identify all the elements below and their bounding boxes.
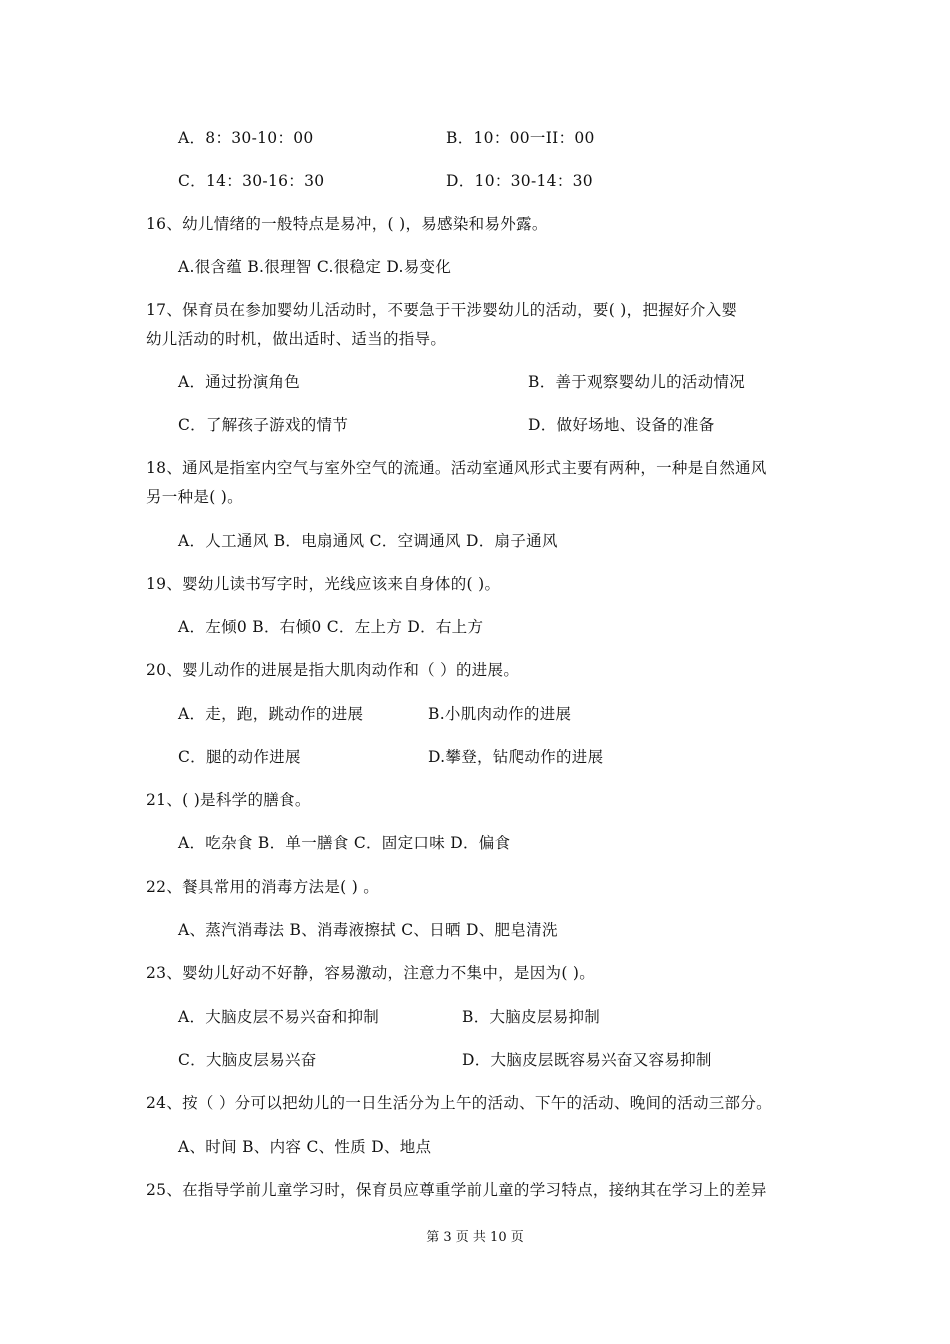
q24-stem: 24、按（ ）分可以把幼儿的一日生活分为上午的活动、下午的活动、晚间的活动三部分。 (146, 1094, 772, 1112)
q21-options: A．吃杂食 B．单一膳食 C．固定口味 D．偏食 (178, 834, 511, 852)
q17-stem-line1: 17、保育员在参加婴幼儿活动时，不要急于干涉婴幼儿的活动，要( )，把握好介入婴 (146, 301, 738, 319)
q20-option-b: B.小肌肉动作的进展 (428, 705, 572, 723)
q17-option-a: A．通过扮演角色 (178, 373, 301, 391)
q18-stem-line2: 另一种是( )。 (146, 488, 243, 506)
q22-options: A、蒸汽消毒法 B、消毒液擦拭 C、日晒 D、肥皂清洗 (178, 921, 558, 939)
q23-option-d: D．大脑皮层既容易兴奋又容易抑制 (462, 1051, 712, 1069)
q23-option-a: A．大脑皮层不易兴奋和抑制 (178, 1008, 380, 1026)
q17-option-c: C．了解孩子游戏的情节 (178, 416, 349, 434)
q15-option-c: C．14：30-16：30 (178, 172, 325, 190)
q19-stem: 19、婴幼儿读书写字时，光线应该来自身体的( )。 (146, 575, 501, 593)
q17-option-d: D．做好场地、设备的准备 (528, 416, 715, 434)
q20-option-a: A．走，跑，跳动作的进展 (178, 705, 364, 723)
q20-option-c: C．腿的动作进展 (178, 748, 301, 766)
q20-stem: 20、婴儿动作的进展是指大肌肉动作和（ ）的进展。 (146, 661, 520, 679)
q19-options: A．左倾0 B．右倾0 C．左上方 D．右上方 (178, 618, 484, 636)
q16-stem: 16、幼儿情绪的一般特点是易冲，( )，易感染和易外露。 (146, 215, 548, 233)
q22-stem: 22、餐具常用的消毒方法是( ) 。 (146, 878, 380, 896)
q23-option-b: B．大脑皮层易抑制 (462, 1008, 601, 1026)
q18-options: A．人工通风 B．电扇通风 C．空调通风 D．扇子通风 (178, 532, 558, 550)
q18-stem-line1: 18、通风是指室内空气与室外空气的流通。活动室通风形式主要有两种，一种是自然通风 (146, 459, 767, 477)
q16-options: A.很含蕴 B.很理智 C.很稳定 D.易变化 (178, 258, 452, 276)
q24-options: A、时间 B、内容 C、性质 D、地点 (178, 1138, 432, 1156)
q21-stem: 21、( )是科学的膳食。 (146, 791, 311, 809)
q20-option-d: D.攀登，钻爬动作的进展 (428, 748, 604, 766)
q17-stem-line2: 幼儿活动的时机，做出适时、适当的指导。 (146, 330, 447, 348)
q23-option-c: C．大脑皮层易兴奋 (178, 1051, 317, 1069)
q15-option-b: B．10：00一II：00 (446, 129, 595, 147)
q23-stem: 23、婴幼儿好动不好静，容易激动，注意力不集中，是因为( )。 (146, 964, 596, 982)
q25-stem: 25、在指导学前儿童学习时，保育员应尊重学前儿童的学习特点，接纳其在学习上的差异 (146, 1181, 767, 1199)
q15-option-d: D．10：30-14：30 (446, 172, 593, 190)
q15-option-a: A．8：30-10：00 (178, 129, 314, 147)
page-footer: 第 3 页 共 10 页 (426, 1230, 524, 1245)
q17-option-b: B．善于观察婴幼儿的活动情况 (528, 373, 746, 391)
